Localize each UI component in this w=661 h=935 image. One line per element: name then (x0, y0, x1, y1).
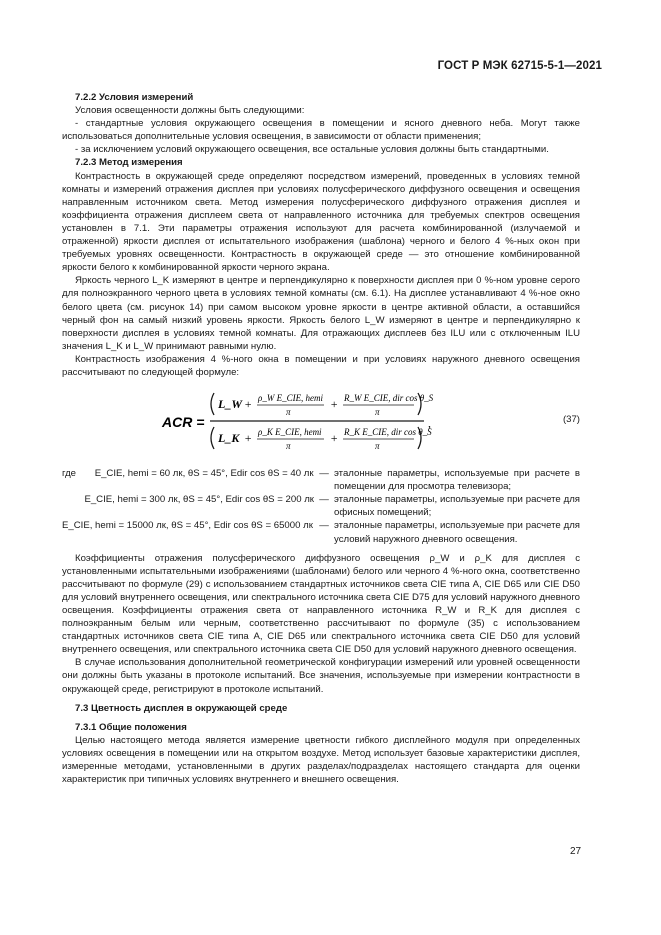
where-label: где (62, 468, 77, 480)
param-lhs (62, 467, 314, 493)
document-body (62, 91, 580, 786)
section-heading-7-2-3: 7.2.3 Метод измерения (75, 157, 183, 169)
param-description: эталонные параметры, используемые при расчете в помещении для просмотра телевизора; (334, 468, 580, 493)
plus-sign: + (330, 397, 339, 412)
section-heading-7-2-2: 7.2.2 Условия измерений (75, 92, 194, 103)
page-number: 27 (570, 846, 582, 857)
numerator-diffuse-term: ρ_W E_CIE, hemi (258, 393, 324, 404)
formula-number: (37) (562, 414, 580, 426)
reference-parameters (62, 467, 580, 546)
paragraph: Условия освещенности должны быть следующими: (75, 105, 305, 117)
section-heading-7-3-1: 7.3.1 Общие положения (75, 721, 187, 733)
numerator-specular-term: R_W E_CIE, dir cos θ_S (344, 393, 434, 404)
plus-sign: + (244, 397, 253, 412)
pi-symbol: π (375, 407, 380, 418)
dash: — (319, 520, 329, 532)
paragraph: Яркость черного L_K измеряют в центре и перпендикулярно к поверхности дисплея при 0 %-ном уровне серого для полноэкранного черного цвета в условиях темной комнаты (см. 6.1). На дисплее устанавливают 4 %-ное окно белого цвета (см. рисунок 14) при самом высоком уровне яркости в центре активной области, а оставшийся черный фон на самый низкий уровень яркости. Яркость белого L_W измеряют в центре и перпендикулярно к поверхности дисплея в условиях темной комнаты. Для отражающих дисплеев без ILU или с отключенным ILU значения L_K и L_W принимают равными нулю. (62, 275, 580, 352)
pi-symbol: π (375, 441, 380, 452)
pi-symbol: π (286, 441, 291, 452)
pi-symbol: π (286, 407, 291, 418)
section-heading-7-3: 7.3 Цветность дисплея в окружающей среде (75, 702, 288, 714)
paragraph: Контрастность изображения 4 %-ного окна в помещении и при условиях наружного дневного освещения рассчитывают по следующей формуле: (62, 353, 580, 378)
numerator-luminance: L_W (218, 397, 242, 412)
paragraph: В случае использования дополнительной геометрической конфигурации измерений или уровней освещенности они должны быть указаны в протоколе испытаний. Все значения, используемые при измерении контрастности в окружающей среде, регистрируют в протоколе испытаний. (62, 657, 580, 695)
list-item: - стандартные условия окружающего освещения в помещении и ясного дневного неба. Могут также использоваться дополнительные условия освещения, в зависимости от области применения; (62, 118, 580, 143)
param-value: E_CIE, hemi = 60 лк, θS = 45°, Edir cos θS = 40 лк (94, 468, 314, 480)
plus-sign: + (244, 431, 253, 446)
dash: — (319, 494, 329, 506)
paragraph: Коэффициенты отражения полусферического диффузного освещения ρ_W и ρ_K для дисплея с установленными испытательными изображениями (шаблонами) белого или черного 4 %-ного окна, соответственно рассчитывают по формуле (29) с использованием стандартных источников света CIE типа A, CIE D65 или CIE D50 для условий внутреннего освещения, или спектрального источника света CIE D75 для условий наружного дневного освещения. Коэффициенты отражения света от направленного источника R_W и R_K для дисплея с полноэкранным белым или черным, соответственно рассчитывают по формуле (35) с использованием стандартных источников света CIE типа A, CIE D65 или спектрального источника света CIE D50 для условий внутреннего освещения, или спектрального источника света CIE D50 для условий наружного дневного освещения. (62, 552, 580, 656)
formula-37 (62, 383, 580, 463)
formula-lhs: ACR = (162, 414, 205, 431)
param-description: эталонные параметры, используемые при расчете для офисных помещений; (334, 494, 580, 519)
plus-sign: + (330, 431, 339, 446)
paragraph: Контрастность в окружающей среде определяют посредством измерений, проведенных в условиях темной комнаты и измерений отражения дисплея при условиях полусферического диффузного освещения и освещения направленным источником света. Метод измерения полусферического диффузного отражения дисплея и коэффициента отражения дисплеем света от направленного источника для требуемых спектров освещения установлен в 7.1. Эти параметры отражения используют для расчета комбинированной (излучаемой и отраженной) яркости дисплея от испытательного изображения (шаблона) черного и белого 4 %-ных окон при требуемых уровнях освещенности. Контрастность в окружающей среде — это отношение комбинированной яркости белого к комбинированной яркости черного экрана. (62, 170, 580, 274)
formula-graphic (62, 383, 502, 463)
paragraph: Целью настоящего метода является измерение цветности гибкого дисплейного модуля при определенных условиях освещения в помещении или на открытом воздухе. Метод использует базовые характеристики дисплея, измеренные методами, установленными в других разделах/подразделах настоящего стандарта для оценки характеристик при типичных условиях внутреннего и внешнего освещения. (62, 734, 580, 786)
svg-text:,: , (428, 416, 431, 431)
param-description: эталонные параметры, используемые при расчете для условий наружного дневного освещения. (334, 520, 580, 545)
denominator-luminance: L_K (218, 431, 240, 446)
param-value: E_CIE, hemi = 300 лк, θS = 45°, Edir cos θS = 200 лк (84, 494, 314, 506)
list-item: - за исключением условий окружающего освещения, все остальные условия должны быть стандартными. (75, 144, 549, 156)
dash: — (319, 468, 329, 480)
denominator-diffuse-term: ρ_K E_CIE, hemi (258, 427, 322, 438)
denominator-specular-term: R_K E_CIE, dir cos θ_S (344, 427, 432, 438)
param-value: E_CIE, hemi = 15000 лк, θS = 45°, Edir cos θS = 65000 лк (62, 520, 313, 532)
standard-designation: ГОСТ Р МЭК 62715-5-1—2021 (437, 60, 602, 72)
